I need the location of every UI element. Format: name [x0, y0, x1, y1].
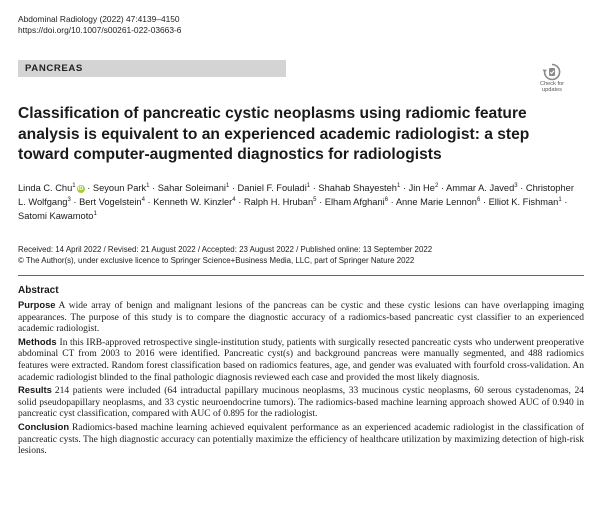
author-name: Bert Vogelstein — [79, 197, 142, 208]
doi-link[interactable]: https://doi.org/10.1007/s00261-022-03663-6 — [18, 25, 182, 35]
author-name: Sahar Soleimani — [157, 183, 226, 193]
author-affiliation: 1 — [146, 182, 150, 189]
badge-line-2: updates — [542, 87, 562, 93]
author-separator: · — [84, 183, 93, 193]
abstract-text: A wide array of benign and malignant lesions of the pancreas can be cystic and these cystic lesions can have overlapping imaging appearances. The purpose of this study is to compare the diagnostic accuracy of a radiomics-based pancreatic cyst classifier to an experienced academic radiologist. — [18, 301, 584, 335]
abstract-text: In this IRB-approved retrospective single-institution study, patients with surgically resected pancreatic cysts who underwent preoperative abdominal CT from 2003 to 2016 were identified. Pancreatic cyst(s) and background pancreas were manually segmented, and 488 radiomics features were extracted. Random forest classification based on radiomics features, age, and gender was evaluated with fourfold cross-validation. An academic radiologist blinded to the final pathologic diagnosis reviewed each case and provided the most likely diagnosis. — [18, 337, 584, 383]
author[interactable] — [18, 183, 85, 193]
author-separator: · — [388, 197, 396, 208]
author-affiliation: 3 — [514, 182, 518, 189]
abstract-body — [18, 299, 584, 458]
abstract-text: Radiomics-based machine learning achieved equivalent performance as an experienced academic radiologist in the classification of pancreatic cysts. The high diagnostic accuracy can potentially maximize the efficiency of healthcare utilization by maximizing detection of high-risk lesions. — [18, 422, 584, 457]
abstract-label: Purpose — [18, 299, 56, 310]
journal-citation: Abdominal Radiology (2022) 47:4139–4150 — [18, 14, 180, 24]
author-separator: · — [480, 197, 489, 208]
abstract-label: Methods — [18, 335, 57, 347]
author[interactable] — [18, 211, 97, 221]
author-separator: · — [561, 197, 568, 208]
author-separator: · — [316, 197, 325, 208]
author[interactable] — [318, 183, 400, 193]
author-name: Satomi Kawamoto — [18, 211, 94, 222]
author-name: Shahab Shayesteh — [318, 183, 397, 193]
author-name: Ammar A. Javed — [446, 183, 515, 193]
author[interactable] — [446, 183, 518, 193]
author-affiliation: 1 — [558, 197, 562, 204]
author-affiliation: 6 — [384, 197, 389, 204]
author[interactable] — [158, 183, 230, 193]
author-affiliation: 4 — [141, 197, 145, 204]
abstract-purpose — [18, 299, 584, 336]
author-affiliation: 1 — [72, 182, 76, 189]
author-name: Seyoun Park — [92, 183, 147, 193]
author-separator: · — [144, 197, 154, 208]
author[interactable] — [244, 197, 317, 207]
author-separator: · — [70, 197, 80, 208]
author-affiliation: 1 — [306, 182, 311, 189]
author-affiliation: 4 — [232, 197, 236, 204]
author-separator: · — [310, 183, 319, 193]
abstract-results — [18, 384, 584, 421]
abstract-label: Conclusion — [18, 420, 70, 432]
author-affiliation: 5 — [313, 197, 317, 204]
author[interactable] — [79, 197, 145, 207]
author-name: Elliot K. Fishman — [488, 197, 559, 208]
author[interactable] — [153, 197, 235, 207]
section-banner — [18, 60, 286, 77]
copyright-notice: © The Author(s), under exclusive licence to Springer Science+Business Media, LLC, part of Springer Nature 2022 — [18, 256, 415, 266]
author-affiliation: 1 — [93, 211, 97, 218]
author-name: Kenneth W. Kinzler — [153, 197, 233, 208]
article-title: Classification of pancreatic cystic neoplasms using radiomic feature analysis is equivalent to an experienced academic radiologist: a step toward computer-augmented diagnostics for radiologists — [18, 105, 530, 163]
publication-dates: Received: 14 April 2022 / Revised: 21 August 2022 / Accepted: 23 August 2022 / Published online: 13 September 2022 — [18, 245, 433, 254]
abstract-text: 214 patients were included (64 intraductal papillary mucinous neoplasms, 33 mucinous cystic neoplasms, 60 serous cystadenomas, 24 solid pseudopapillary neoplasms, and 33 cystic neuroendocrine tumors). The radiomics-based machine learning approach showed AUC of 0.940 in pancreatic cyst classification, compared with AUC of 0.895 for the radiologist. — [18, 386, 584, 420]
abstract-conclusion — [18, 421, 584, 458]
author-separator: · — [229, 183, 238, 193]
author-separator: · — [235, 197, 244, 208]
author-affiliation: 6 — [476, 197, 481, 204]
author[interactable] — [93, 183, 150, 193]
author-name: Christopher L. Wolfgang — [18, 183, 574, 208]
author-name: Elham Afghani — [324, 197, 385, 208]
abstract-heading: Abstract — [18, 285, 59, 296]
author-separator: · — [517, 183, 526, 193]
author-name: Daniel F. Fouladi — [237, 183, 307, 193]
divider — [18, 275, 584, 276]
abstract-methods — [18, 336, 584, 384]
author[interactable] — [325, 197, 388, 207]
badge-line-1: Check for — [540, 81, 564, 87]
author-list — [18, 181, 583, 224]
author-affiliation: 1 — [396, 182, 401, 189]
author-affiliation: 1 — [225, 182, 230, 189]
author-separator: · — [438, 183, 447, 193]
author[interactable] — [396, 197, 481, 207]
publication-info — [18, 244, 583, 266]
author-separator: · — [149, 183, 158, 193]
author-separator: · — [400, 183, 409, 193]
author-affiliation: 2 — [434, 182, 439, 189]
author-name: Jin He — [408, 183, 435, 193]
author[interactable] — [489, 197, 562, 207]
journal-header — [18, 14, 181, 36]
abstract-label: Results — [18, 384, 52, 396]
author-name: Ralph H. Hruban — [243, 197, 314, 208]
author-name: Anne Marie Lennon — [395, 197, 477, 208]
author-affiliation: 3 — [67, 197, 71, 204]
author[interactable] — [238, 183, 311, 193]
author[interactable] — [409, 183, 439, 193]
orcid-icon[interactable]: iD — [77, 186, 84, 192]
check-for-updates-icon — [542, 63, 562, 81]
section-label: PANCREAS — [25, 63, 83, 74]
author-name: Linda C. Chu — [18, 183, 73, 193]
check-for-updates-badge[interactable] — [534, 63, 570, 95]
